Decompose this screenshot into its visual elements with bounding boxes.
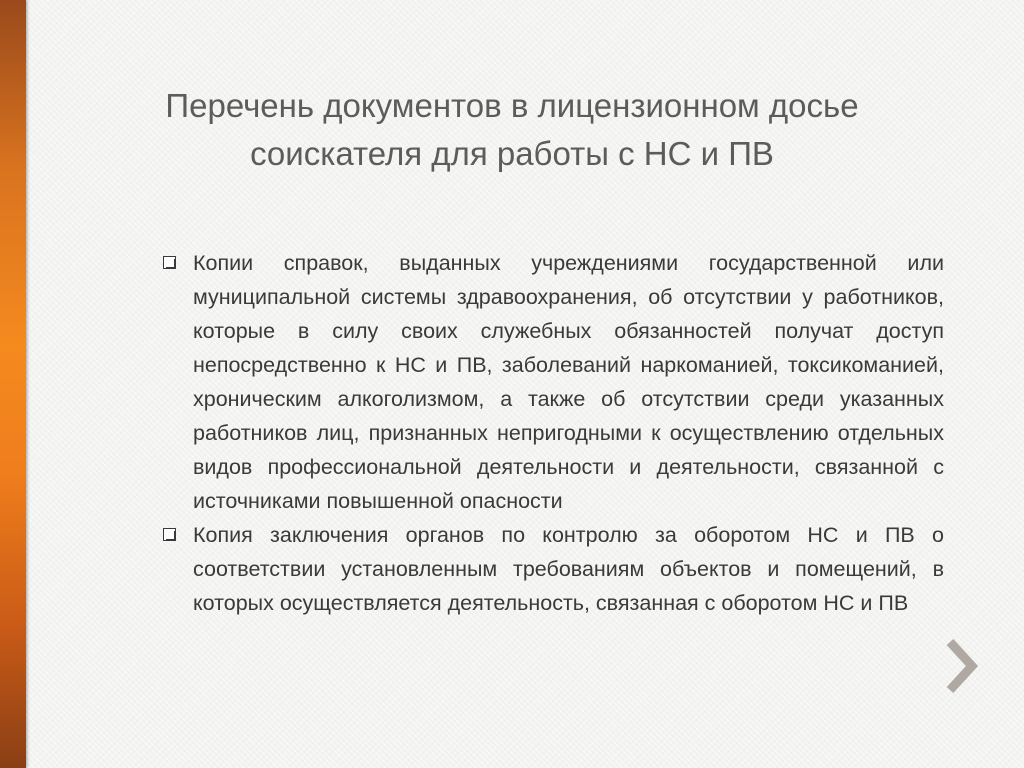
bullet-text: Копии справок, выданных учреждениями государственной или муниципальной системы здравоохранения, об отсутствии у работников, которые в силу своих служебных обязанностей получат доступ непосредственно к НС и ПВ, заболеваний наркоманией, токсикоманией, хроническим алкоголизмом, а также об отсутствии среди указанных работников лиц, признанных непригодными к осуществлению отдельных видов профессиональной деятельности и деятельности, связанной с источниками повышенной опасности <box>193 251 944 513</box>
checkbox-bullet-icon <box>163 528 176 541</box>
next-slide-button[interactable] <box>944 638 978 694</box>
slide-title: Перечень документов в лицензионном досье соискателя для работы с НС и ПВ <box>165 87 859 172</box>
checkbox-bullet-icon <box>163 256 176 269</box>
bullet-item <box>158 518 944 620</box>
chevron-right-icon <box>944 638 978 694</box>
bullet-item <box>158 246 944 518</box>
accent-side-bar <box>0 0 26 768</box>
bullet-text: Копия заключения органов по контролю за оборотом НС и ПВ о соответствии установленным требованиям объектов и помещений, в которых осуществляется деятельность, связанная с оборотом НС и ПВ <box>193 523 944 615</box>
bullet-list <box>158 246 944 620</box>
